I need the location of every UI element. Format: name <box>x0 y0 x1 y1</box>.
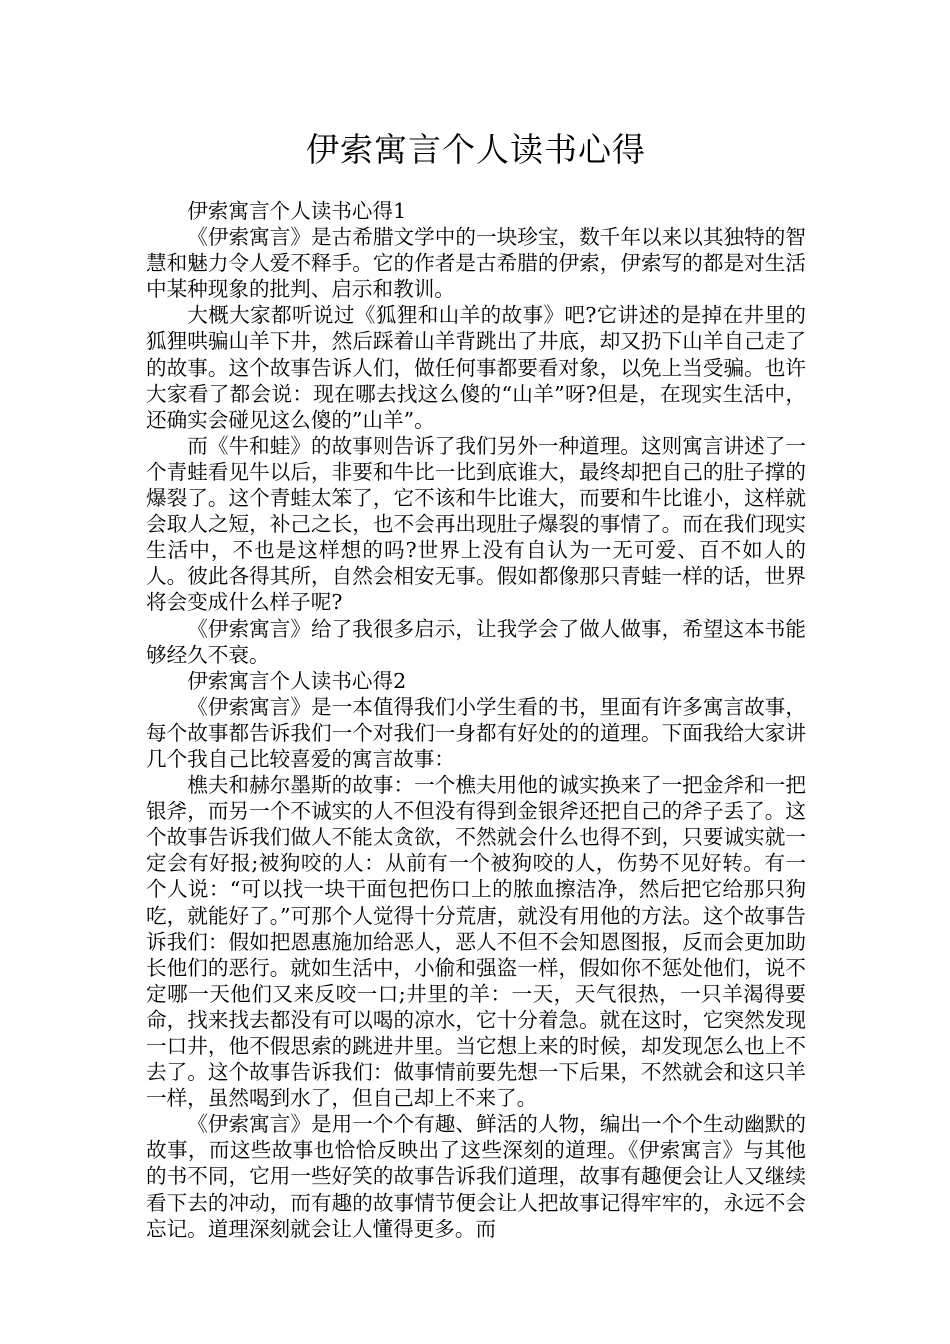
paragraph-conclusion-1: 《伊索寓言》给了我很多启示，让我学会了做人做事，希望这本书能够经久不衰。 <box>146 616 806 667</box>
paragraph-intro-2: 《伊索寓言》是一本值得我们小学生看的书，里面有许多寓言故事，每个故事都告诉我们一个对我们一身都有好处的的道理。下面我给大家讲几个我自己比较喜爱的寓言故事： <box>146 694 806 771</box>
document-page <box>146 128 806 1242</box>
document-title: 伊索寓言个人读书心得 <box>306 130 646 169</box>
paragraph-stories: 樵夫和赫尔墨斯的故事：一个樵夫用他的诚实换来了一把金斧和一把银斧，而另一个不诚实的人不但没有得到金银斧还把自己的斧子丢了。这个故事告诉我们做人不能太贪欲，不然就会什么也得不到，只要诚实就一定会有好报;被狗咬的人：从前有一个被狗咬的人，伤势不见好转。有一个人说：“可以找一块干面包把伤口上的脓血擦洁净，然后把它给那只狗吃，就能好了。”可那个人觉得十分荒唐，就没有用他的方法。这个故事告诉我们：假如把恩惠施加给恶人，恶人不但不会知恩图报，反而会更加助长他们的恶行。就如生活中，小偷和强盗一样，假如你不惩处他们，说不定哪一天他们又来反咬一口;井里的羊：一天，天气很热，一只羊渴得要命，找来找去都没有可以喝的凉水，它十分着急。就在这时，它突然发现一口井，他不假思索的跳进井里。当它想上来的时候，却发现怎么也上不去了。这个故事告诉我们：做事情前要先想一下后果，不然就会和这只羊一样，虽然喝到水了，但自己却上不来了。 <box>146 773 806 1111</box>
paragraph-reflection: 《伊索寓言》是用一个个有趣、鲜活的人物，编出一个个生动幽默的故事，而这些故事也恰恰反映出了这些深刻的道理。《伊索寓言》与其他的书不同，它用一些好笑的故事告诉我们道理，故事有趣便会让人又继续看下去的冲动，而有趣的故事情节便会让人把故事记得牢牢的，永远不会忘记。道理深刻就会让人懂得更多。而 <box>146 1112 806 1241</box>
paragraph-ox-frog: 而《牛和蛙》的故事则告诉了我们另外一种道理。这则寓言讲述了一个青蛙看见牛以后，非要和牛比一比到底谁大，最终却把自己的肚子撑的爆裂了。这个青蛙太笨了，它不该和牛比谁大，而要和牛比谁小，这样就会取人之短，补己之长，也不会再出现肚子爆裂的事情了。而在我们现实生活中，不也是这样想的吗?世界上没有自认为一无可爱、百不如人的人。彼此各得其所，自然会相安无事。假如都像那只青蛙一样的话，世界将会变成什么样子呢? <box>146 433 806 615</box>
section-heading-2: 伊索寓言个人读书心得2 <box>187 668 407 693</box>
paragraph-fox-goat: 大概大家都听说过《狐狸和山羊的故事》吧?它讲述的是掉在井里的狐狸哄骗山羊下井，然后踩着山羊背跳出了井底，却又扔下山羊自己走了的故事。这个故事告诉人们，做任何事都要看对象，以免上当受骗。也许大家看了都会说：现在哪去找这么傻的“山羊”呀?但是，在现实生活中，还确实会碰见这么傻的”山羊”。 <box>146 303 806 432</box>
paragraph-intro: 《伊索寓言》是古希腊文学中的一块珍宝，数千年以来以其独特的智慧和魅力令人爱不释手。它的作者是古希腊的伊索，伊索写的都是对生活中某种现象的批判、启示和教训。 <box>146 225 806 302</box>
section-heading-1: 伊索寓言个人读书心得1 <box>187 199 407 223</box>
